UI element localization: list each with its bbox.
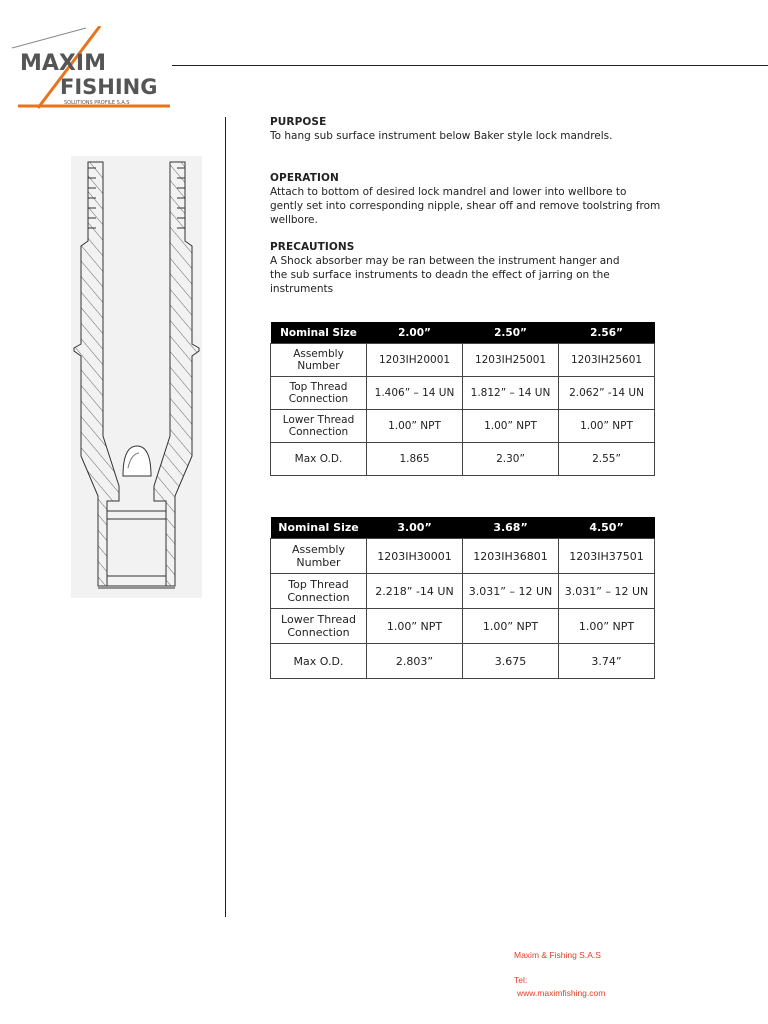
table-cell: 3.675 (463, 644, 559, 679)
table-cell: 1.00” NPT (463, 609, 559, 644)
footer-company-name: Maxim & Fishing S.A.S (514, 950, 601, 960)
row-label: Assembly Number (271, 539, 367, 574)
logo-graphic (8, 26, 173, 110)
operation-section (270, 171, 662, 227)
table-cell: 1203IH37501 (559, 539, 655, 574)
precautions-heading: PRECAUTIONS (270, 241, 355, 253)
table-row (271, 644, 655, 679)
precautions-text: A Shock absorber may be ran between the instrument hanger and the sub surface instruments to deadn the effect of jarring on the instruments (270, 255, 620, 295)
table-cell: 1203IH20001 (367, 344, 463, 377)
footer-tel-label: Tel: (514, 975, 528, 985)
row-label: Lower Thread Connection (271, 609, 367, 644)
table-cell: 1.406” – 14 UN (367, 377, 463, 410)
logo-text-fishing: FISHING (60, 75, 158, 99)
table-cell: 1.00” NPT (463, 410, 559, 443)
row-label: Max O.D. (271, 443, 367, 476)
table-row (271, 344, 655, 377)
table-cell: 2.55” (559, 443, 655, 476)
table-cell: 3.031” – 12 UN (559, 574, 655, 609)
precautions-section (270, 240, 640, 296)
spec-table-large-sizes (270, 517, 655, 679)
table-cell: 1.865 (367, 443, 463, 476)
spec-table-small-sizes (270, 322, 655, 476)
table-cell: 3.031” – 12 UN (463, 574, 559, 609)
instrument-hanger-drawing (71, 156, 202, 598)
header-cell: 2.00” (367, 322, 463, 344)
header-cell: 3.68” (463, 517, 559, 539)
company-logo (8, 26, 173, 110)
purpose-text: To hang sub surface instrument below Baker style lock mandrels. (270, 130, 613, 142)
vertical-divider (225, 117, 226, 917)
table-cell: 1203IH30001 (367, 539, 463, 574)
table-cell: 1203IH25601 (559, 344, 655, 377)
table-cell: 3.74” (559, 644, 655, 679)
header-cell: 3.00” (367, 517, 463, 539)
header-rule (172, 65, 768, 66)
header-cell: Nominal Size (271, 322, 367, 344)
table-cell: 2.30” (463, 443, 559, 476)
table-cell: 1.00” NPT (367, 410, 463, 443)
table-cell: 1203IH36801 (463, 539, 559, 574)
table-row (271, 574, 655, 609)
header-cell: 4.50” (559, 517, 655, 539)
table-cell: 1.812” – 14 UN (463, 377, 559, 410)
table-cell: 2.218” -14 UN (367, 574, 463, 609)
table-header-row (271, 517, 655, 539)
operation-text: Attach to bottom of desired lock mandrel and lower into wellbore to gently set into corresponding nipple, shear off and remove toolstring from wellbore. (270, 186, 661, 226)
purpose-section (270, 115, 670, 143)
table-cell: 2.803” (367, 644, 463, 679)
header-cell: Nominal Size (271, 517, 367, 539)
table-cell: 1.00” NPT (367, 609, 463, 644)
table-header-row (271, 322, 655, 344)
table-row (271, 377, 655, 410)
table-cell: 1203IH25001 (463, 344, 559, 377)
row-label: Assembly Number (271, 344, 367, 377)
logo-tagline: SOLUTIONS PROFILE S.A.S (64, 100, 130, 106)
table-row (271, 539, 655, 574)
row-label: Top Thread Connection (271, 377, 367, 410)
header-cell: 2.50” (463, 322, 559, 344)
header-cell: 2.56” (559, 322, 655, 344)
logo-text-maxim: MAXIM (20, 51, 106, 76)
row-label: Top Thread Connection (271, 574, 367, 609)
footer-website-link[interactable]: www.maximfishing.com (517, 988, 606, 998)
table-cell: 1.00” NPT (559, 609, 655, 644)
table-row (271, 443, 655, 476)
table-cell: 1.00” NPT (559, 410, 655, 443)
table-cell: 2.062” -14 UN (559, 377, 655, 410)
row-label: Lower Thread Connection (271, 410, 367, 443)
table-row (271, 609, 655, 644)
operation-heading: OPERATION (270, 172, 339, 184)
table-row (271, 410, 655, 443)
row-label: Max O.D. (271, 644, 367, 679)
purpose-heading: PURPOSE (270, 116, 327, 128)
